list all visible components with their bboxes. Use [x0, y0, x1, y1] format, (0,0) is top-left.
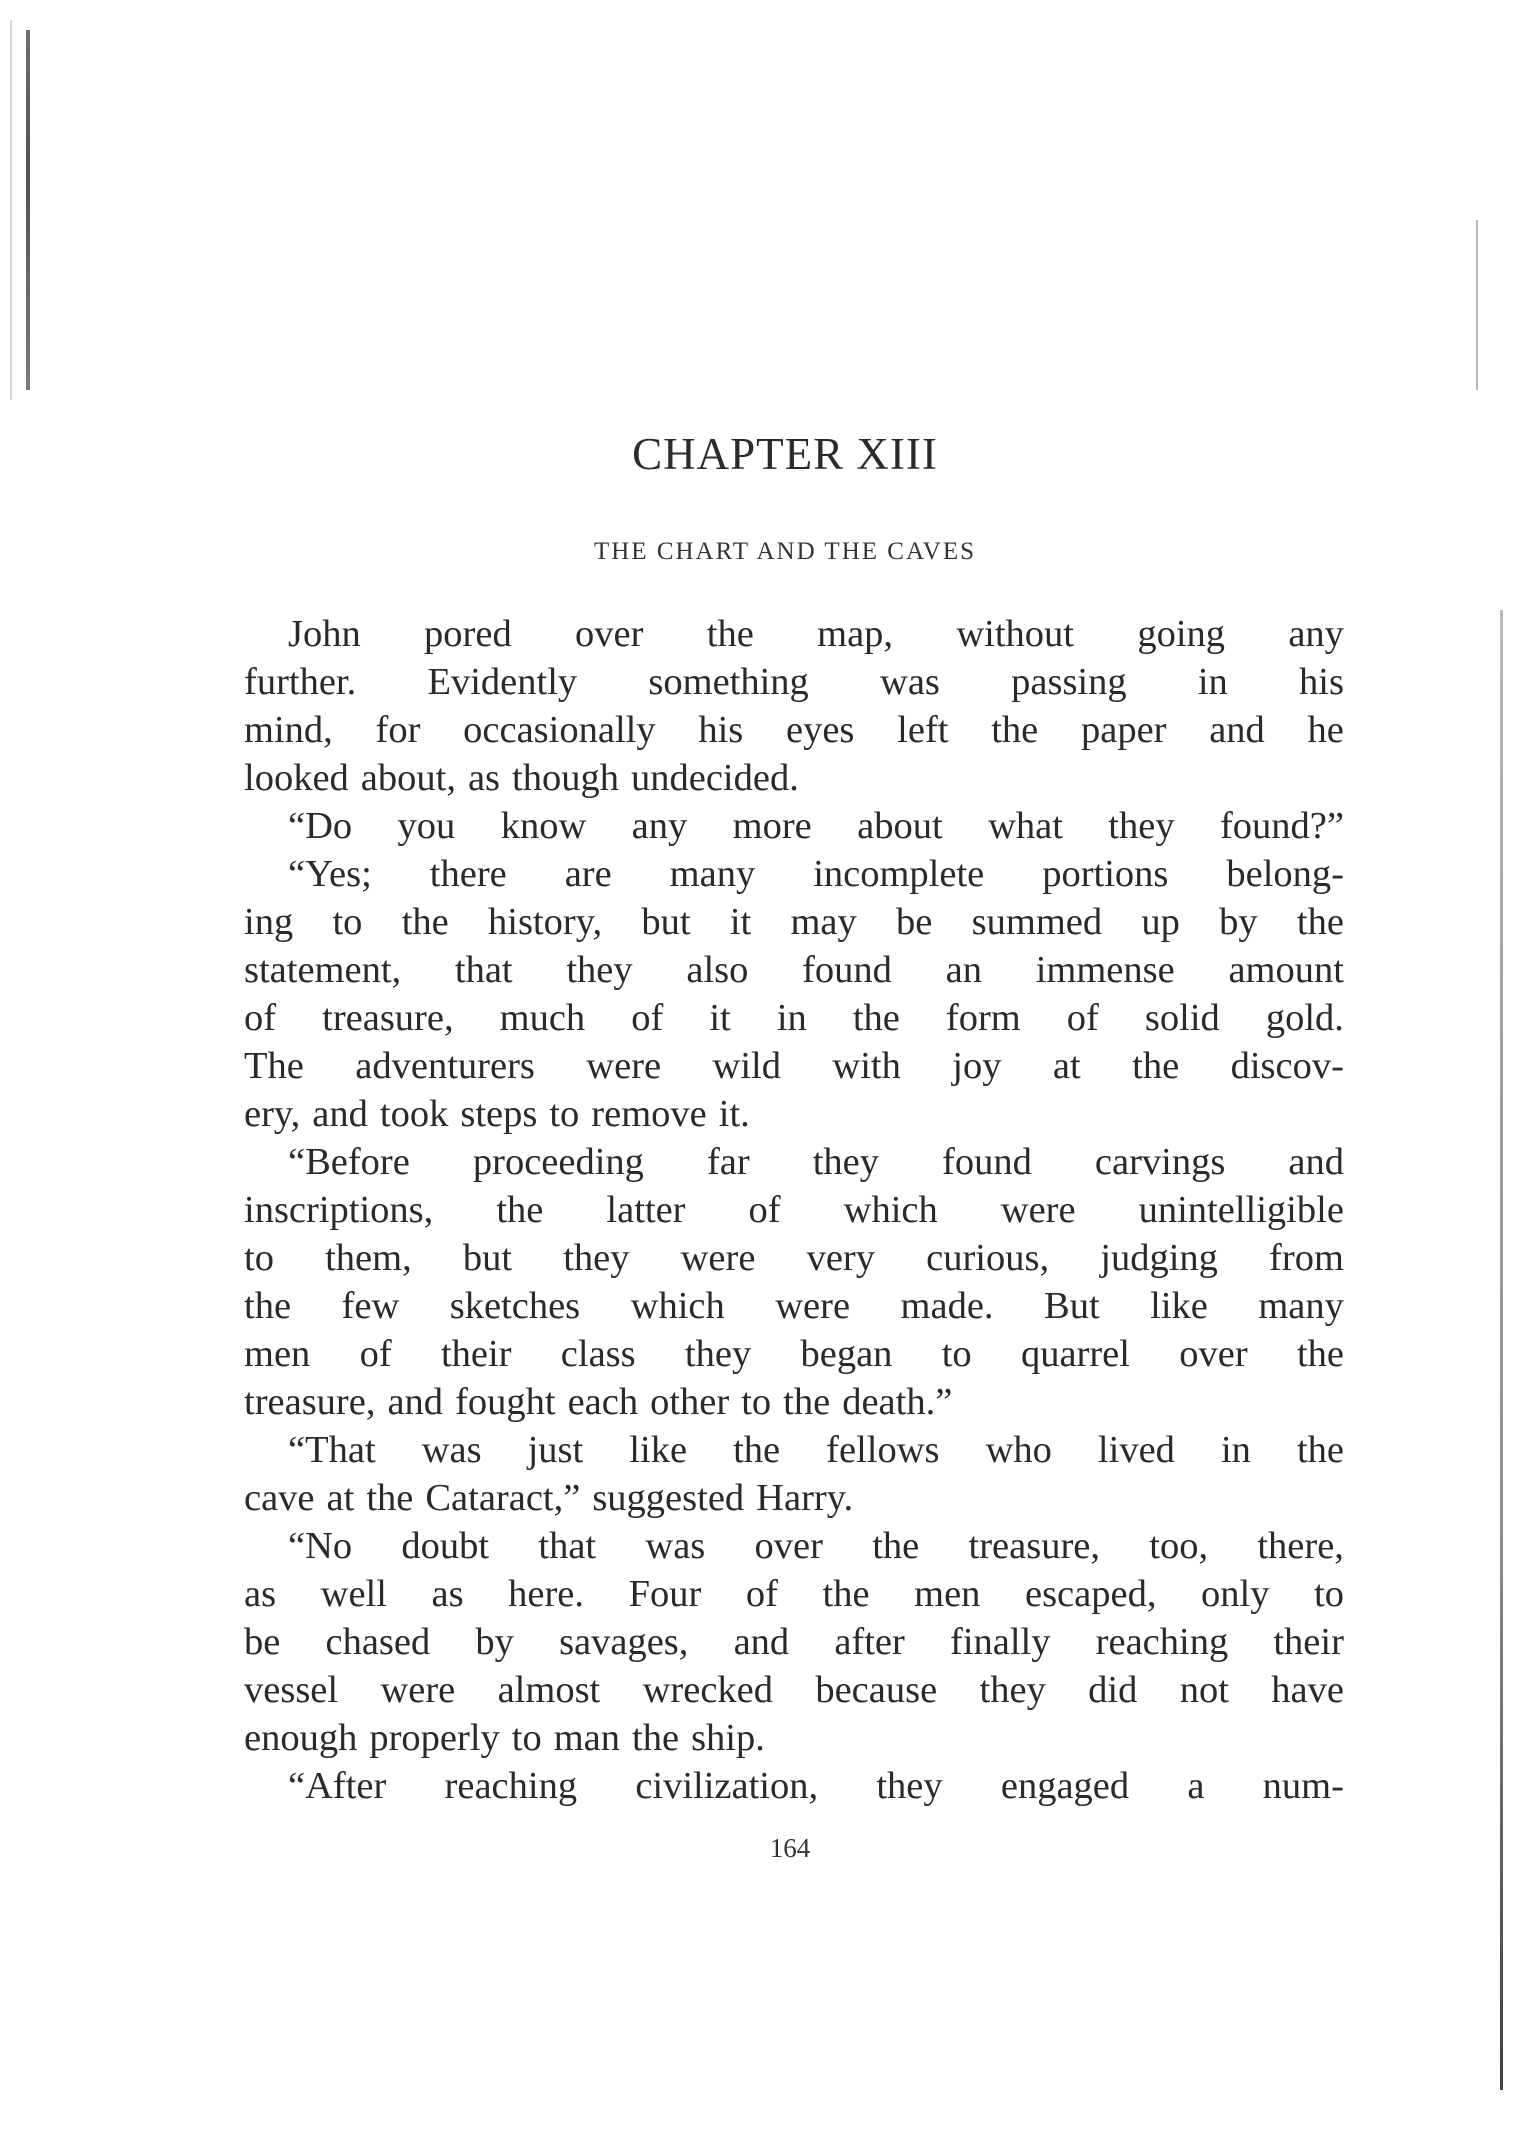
body-text	[244, 610, 1344, 1810]
text-line: treasure, and fought each other to the death.”	[244, 1381, 953, 1423]
text-line: mind, for occasionally his eyes left the paper and he	[244, 709, 1344, 751]
page-number: 164	[769, 1833, 811, 1863]
text-line: inscriptions, the latter of which were unintelligible	[244, 1189, 1344, 1231]
text-line: further. Evidently something was passing in his	[244, 661, 1344, 703]
text-line: be chased by savages, and after finally reaching their	[244, 1621, 1344, 1663]
scan-page-edge	[1500, 610, 1503, 2090]
scan-page-edge-top	[1476, 220, 1478, 390]
scan-binding-shadow-faint	[10, 20, 12, 400]
scan-binding-shadow	[26, 30, 30, 390]
text-line: “After reaching civilization, they engaged a num-	[288, 1765, 1344, 1807]
text-line: vessel were almost wrecked because they did not have	[244, 1669, 1344, 1711]
text-line: “Do you know any more about what they found?”	[288, 805, 1344, 847]
text-line: of treasure, much of it in the form of solid gold.	[244, 997, 1344, 1039]
text-line: statement, that they also found an immense amount	[244, 949, 1344, 991]
text-line: “Yes; there are many incomplete portions belong-	[288, 853, 1344, 895]
text-line: looked about, as though undecided.	[244, 757, 799, 799]
text-line: enough properly to man the ship.	[244, 1717, 765, 1759]
text-line: The adventurers were wild with joy at the discov-	[244, 1045, 1344, 1087]
text-line: ery, and took steps to remove it.	[244, 1093, 750, 1135]
text-line: to them, but they were very curious, judging from	[244, 1237, 1344, 1279]
text-line: John pored over the map, without going any	[288, 613, 1344, 655]
text-line: the few sketches which were made. But like many	[244, 1285, 1344, 1327]
text-line: men of their class they began to quarrel over the	[244, 1333, 1344, 1375]
text-line: ing to the history, but it may be summed up by the	[244, 901, 1344, 943]
text-line: “Before proceeding far they found carvings and	[288, 1141, 1344, 1183]
chapter-subtitle: THE CHART AND THE CAVES	[593, 538, 977, 565]
chapter-title: CHAPTER XIII	[632, 429, 938, 479]
text-line: “No doubt that was over the treasure, too, there,	[288, 1525, 1344, 1567]
text-line: “That was just like the fellows who lived in the	[288, 1429, 1344, 1471]
text-line: as well as here. Four of the men escaped, only to	[244, 1573, 1344, 1615]
text-line: cave at the Cataract,” suggested Harry.	[244, 1477, 854, 1519]
